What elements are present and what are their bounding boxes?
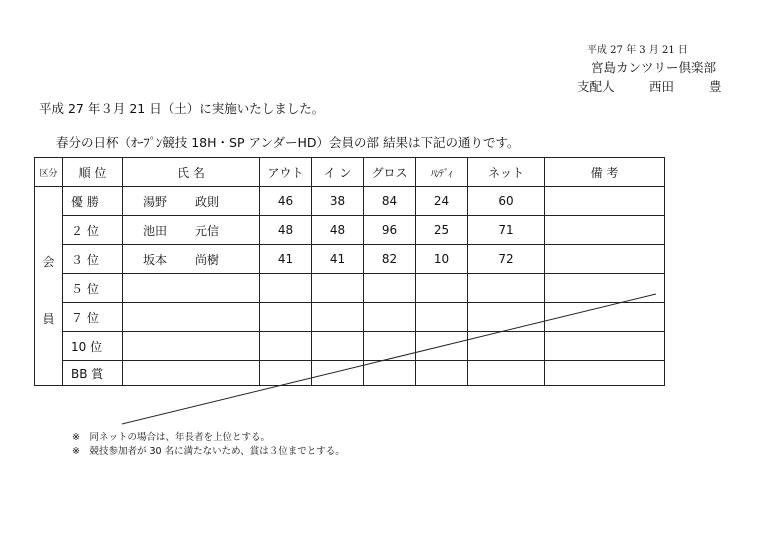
results-table <box>34 157 665 386</box>
rep-title: 支配人 <box>577 79 615 94</box>
note-2: ※ 競技参加者が 30 名に満たないため、賞は３位までとする。 <box>72 446 345 457</box>
name-cell <box>123 303 260 332</box>
out-cell <box>260 361 312 386</box>
in-cell <box>312 361 364 386</box>
given-name: 尚樹 <box>195 252 220 267</box>
out-cell <box>260 274 312 303</box>
rank-cell: BB 賞 <box>63 361 123 386</box>
header-remarks: 備 考 <box>545 158 665 187</box>
rank-cell: ７ 位 <box>63 303 123 332</box>
gross-cell: 84 <box>364 187 416 216</box>
net-cell <box>468 303 545 332</box>
surname: 坂本 <box>143 252 168 267</box>
out-cell <box>260 332 312 361</box>
net-cell: 60 <box>468 187 545 216</box>
surname: 湯野 <box>143 194 168 209</box>
intro-text: 平成 27 年３月 21 日（土）に実施いたしました。 <box>39 101 325 116</box>
group-label <box>35 187 63 386</box>
net-cell <box>468 361 545 386</box>
gross-cell <box>364 332 416 361</box>
given-name: 政則 <box>195 194 220 209</box>
header-in: イ ン <box>312 158 364 187</box>
in-cell <box>312 274 364 303</box>
table-row <box>35 332 665 361</box>
representative <box>577 77 722 95</box>
remarks-cell <box>545 245 665 274</box>
rep-name-2: 豊 <box>709 79 722 94</box>
name-cell <box>123 361 260 386</box>
name-cell <box>123 245 260 274</box>
rank-cell: 優 勝 <box>63 187 123 216</box>
in-cell: 38 <box>312 187 364 216</box>
header-row <box>35 158 665 187</box>
rank-cell: 10 位 <box>63 332 123 361</box>
gross-cell <box>364 274 416 303</box>
hdcp-cell <box>416 303 468 332</box>
net-cell <box>468 274 545 303</box>
name-cell <box>123 274 260 303</box>
name-cell <box>123 216 260 245</box>
gross-cell <box>364 303 416 332</box>
net-cell: 71 <box>468 216 545 245</box>
document-date: 平成 27 年 3 月 21 日 <box>587 45 688 56</box>
hdcp-cell: 25 <box>416 216 468 245</box>
out-cell <box>260 303 312 332</box>
hdcp-cell: 24 <box>416 187 468 216</box>
header-out: アウト <box>260 158 312 187</box>
group-label-bottom: 員 <box>42 312 55 326</box>
rank-cell: ５ 位 <box>63 274 123 303</box>
net-cell <box>468 332 545 361</box>
out-cell: 48 <box>260 216 312 245</box>
remarks-cell <box>545 361 665 386</box>
header-gross: グロス <box>364 158 416 187</box>
remarks-cell <box>545 332 665 361</box>
header-hdcp: ﾊﾝﾃﾞｨ <box>416 158 468 187</box>
in-cell <box>312 303 364 332</box>
rank-cell: ３ 位 <box>63 245 123 274</box>
in-cell: 48 <box>312 216 364 245</box>
rank-cell: ２ 位 <box>63 216 123 245</box>
hdcp-cell <box>416 332 468 361</box>
note-1: ※ 同ネットの場合は、年長者を上位とする。 <box>72 432 270 443</box>
table-row <box>35 274 665 303</box>
name-cell <box>123 187 260 216</box>
gross-cell: 82 <box>364 245 416 274</box>
remarks-cell <box>545 274 665 303</box>
name-cell <box>123 332 260 361</box>
table-row <box>35 245 665 274</box>
group-label-top: 会 <box>42 255 55 269</box>
out-cell: 41 <box>260 245 312 274</box>
table-row <box>35 303 665 332</box>
table-row <box>35 361 665 386</box>
in-cell: 41 <box>312 245 364 274</box>
given-name: 元信 <box>195 223 220 238</box>
rep-name-1: 西田 <box>649 79 675 94</box>
net-cell: 72 <box>468 245 545 274</box>
hdcp-cell <box>416 361 468 386</box>
club-name: 宮島カンツリー倶楽部 <box>591 60 717 75</box>
remarks-cell <box>545 216 665 245</box>
header-kubun: 区分 <box>35 158 63 187</box>
header-net: ネット <box>468 158 545 187</box>
header-rank: 順 位 <box>63 158 123 187</box>
header-name: 氏 名 <box>123 158 260 187</box>
out-cell: 46 <box>260 187 312 216</box>
table-row <box>35 187 665 216</box>
remarks-cell <box>545 187 665 216</box>
table-row <box>35 216 665 245</box>
hdcp-cell <box>416 274 468 303</box>
gross-cell <box>364 361 416 386</box>
hdcp-cell: 10 <box>416 245 468 274</box>
in-cell <box>312 332 364 361</box>
subtitle-text: 春分の日杯（ｵｰﾌﾟﾝ競技 18H・SP アンダーHD）会員の部 結果は下記の通りです。 <box>56 135 520 150</box>
surname: 池田 <box>143 223 168 238</box>
gross-cell: 96 <box>364 216 416 245</box>
remarks-cell <box>545 303 665 332</box>
